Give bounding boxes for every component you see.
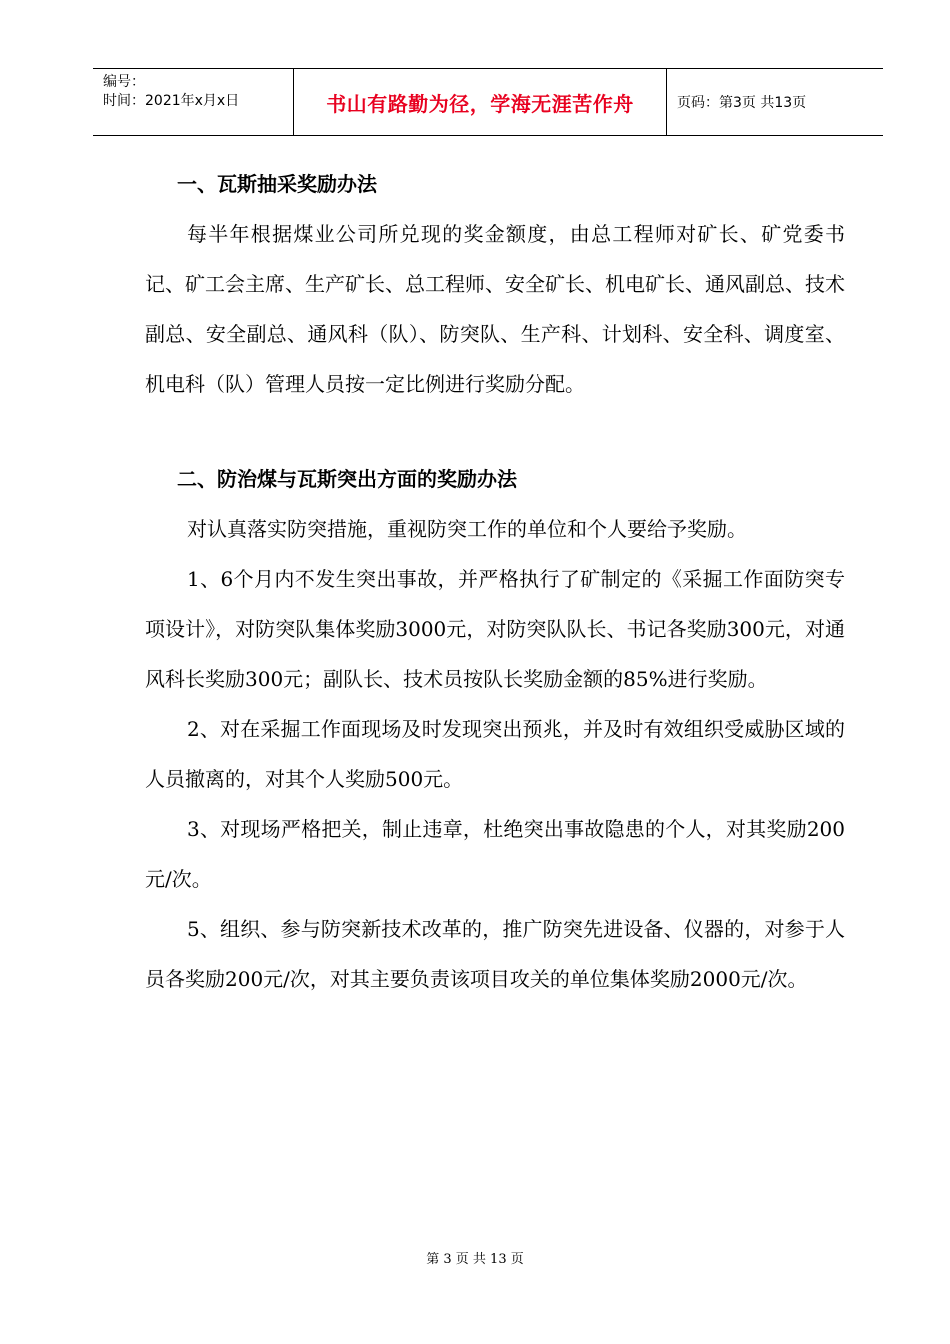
page-header	[93, 68, 883, 136]
time-label: 时间：2021年x月x日	[103, 93, 240, 109]
section1-heading: 一、瓦斯抽采奖励办法	[177, 172, 377, 196]
header-meta	[93, 69, 294, 135]
section2-paragraph-2: 2、对在采掘工作面现场及时发现突出预兆，并及时有效组织受威胁区域的人员撤离的，对其个人奖励500元。	[145, 717, 845, 791]
section2-paragraph-intro: 对认真落实防突措施，重视防突工作的单位和个人要给予奖励。	[187, 517, 747, 541]
section1-paragraph: 每半年根据煤业公司所兑现的奖金额度，由总工程师对矿长、矿党委书记、矿工会主席、生产矿长、总工程师、安全矿长、机电矿长、通风副总、技术副总、安全副总、通风科（队）、防突队、生产科、计划科、安全科、调度室、机电科（队）管理人员按一定比例进行奖励分配。	[145, 222, 845, 396]
page-footer: 第 3 页 共 13 页	[426, 1252, 524, 1267]
section2-heading: 二、防治煤与瓦斯突出方面的奖励办法	[177, 467, 517, 491]
number-label: 编号：	[103, 74, 145, 90]
section2-paragraph-5: 5、组织、参与防突新技术改革的，推广防突先进设备、仪器的，对参于人员各奖励200元/次，对其主要负责该项目攻关的单位集体奖励2000元/次。	[145, 917, 845, 991]
section-gap	[145, 409, 845, 465]
header-page-info: 页码：第3页 共13页	[677, 95, 807, 111]
document-body	[145, 170, 845, 1004]
section2-paragraph-3: 3、对现场严格把关，制止违章，杜绝突出事故隐患的个人，对其奖励200元/次。	[145, 817, 845, 891]
header-motto: 书山有路勤为径，学海无涯苦作舟	[294, 69, 667, 135]
section2-paragraph-1: 1、6个月内不发生突出事故，并严格执行了矿制定的《采掘工作面防突专项设计》，对防突队集体奖励3000元，对防突队队长、书记各奖励300元，对通风科长奖励300元；副队长、技术员按队长奖励金额的85%进行奖励。	[145, 567, 845, 691]
